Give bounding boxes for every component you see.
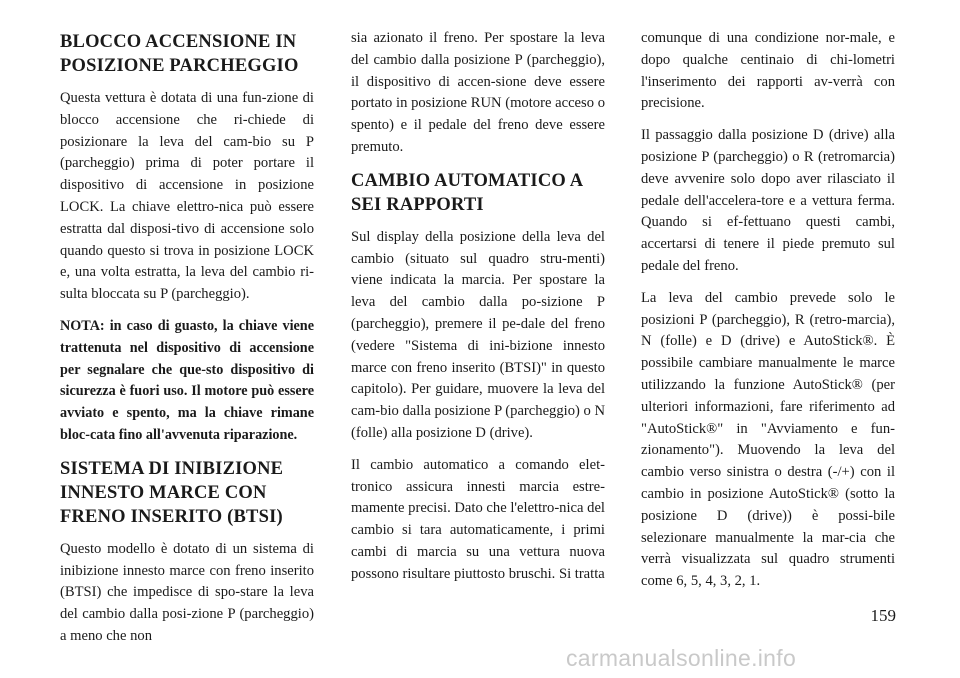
- heading-cambio-automatico: [351, 169, 605, 217]
- heading-blocco-accensione: [60, 30, 314, 78]
- paragraph: comunque di una condizione nor-male, e dopo qualche centinaio di chi-lometri l'inserimento dei rapporti av-verrà con precisione.: [641, 30, 895, 112]
- heading-line: FRENO INSERITO (BTSI): [60, 506, 283, 527]
- column-right: [641, 28, 895, 603]
- paragraph: Il passaggio dalla posizione D (drive) alla posizione P (parcheggio) o R (retromarcia) deve avvenire solo dopo aver rilasciato il pedale dell'accelera-tore e a vettura ferma. Quando si ef-fettuano questi cambi, accertarsi di tenere il piede premuto sul pedale del freno.: [641, 127, 895, 274]
- heading-line: SEI RAPPORTI: [351, 194, 484, 215]
- paragraph: sia azionato il freno. Per spostare la leva del cambio dalla posizione P (parcheggio), il dispositivo di accen-sione deve essere portato in posizione RUN (motore acceso o spento) e il pedale del freno deve essere premuto.: [351, 30, 605, 155]
- paragraph: La leva del cambio prevede solo le posizioni P (parcheggio), R (retro-marcia), N (folle) e D (drive) e AutoStick®. È possibile cambiare manualmente le marce utilizzando la funzione AutoStick® (per ulteriori informazioni, fare riferimento ad "AutoStick®" in "Avviamento e fun-zionamento"). Muovendo la leva del cambio verso sinistra o destra (-/+) con il cambio in posizione AutoStick® (sotto la posizione D (drive)) è possi-bile selezionare manualmente la mar-cia che verrà visualizzata sul quadro strumenti come 6, 5, 4, 3, 2, 1.: [641, 289, 895, 590]
- column-left: [60, 30, 314, 658]
- heading-line: BLOCCO ACCENSIONE IN: [60, 32, 297, 52]
- paragraph: Il cambio automatico a comando elet-tronico assicura innesti marcia estre-mamente precisi. Dato che l'elettro-nica del cambio si tara automaticamente, i primi cambi di marcia su una vettura nuova possono risultare piuttosto bruschi. Si tratta: [351, 456, 605, 582]
- column-middle: [351, 28, 605, 596]
- watermark: carmanualsonline.info: [566, 645, 797, 671]
- paragraph: Sul display della posizione della leva del cambio (situato sul quadro stru-menti) viene indicata la marcia. Per spostare la leva del cambio dalla po-sizione P (parcheggio), premere il pe-dale del freno (vedere "Sistema di ini-bizione innesto marce con freno inserito (BTSI)" in questo capitolo). Per guidare, muovere la leva del cam-bio dalla posizione P (parcheggio) o N (folle) alla posizione D (drive).: [351, 228, 605, 441]
- heading-btsi: [60, 457, 314, 529]
- heading-line: POSIZIONE PARCHEGGIO: [60, 56, 299, 76]
- heading-line: CAMBIO AUTOMATICO A: [351, 170, 584, 191]
- heading-line: INNESTO MARCE CON: [60, 482, 267, 503]
- note-paragraph: NOTA: in caso di guasto, la chiave viene trattenuta nel dispositivo di accensione per segnalare che que-sto dispositivo di sicurezza è fuori uso. Il motore può essere avviato e spento, ma la chiave rimane bloc-cata fino all'avvenuta riparazione.: [60, 317, 314, 443]
- page-number: 159: [870, 606, 896, 625]
- paragraph: Questa vettura è dotata di una fun-zione di blocco accensione che ri-chiede di posizionare la leva del cam-bio su P (parcheggio) prima di poter portare il dispositivo di accensione in posizione LOCK. La chiave elettro-nica può essere estratta dal disposi-tivo di accensione solo quando questo si trova in posizione LOCK e, una volta estratta, la leva del cambio ri-sulta bloccata su P (parcheggio).: [60, 90, 314, 303]
- heading-line: SISTEMA DI INIBIZIONE: [60, 458, 284, 479]
- paragraph: Questo modello è dotato di un sistema di inibizione innesto marce con freno inserito (BTSI) che impedisce di spo-stare la leva del cambio dalla posi-zione P (parcheggio) a meno che non: [60, 540, 314, 644]
